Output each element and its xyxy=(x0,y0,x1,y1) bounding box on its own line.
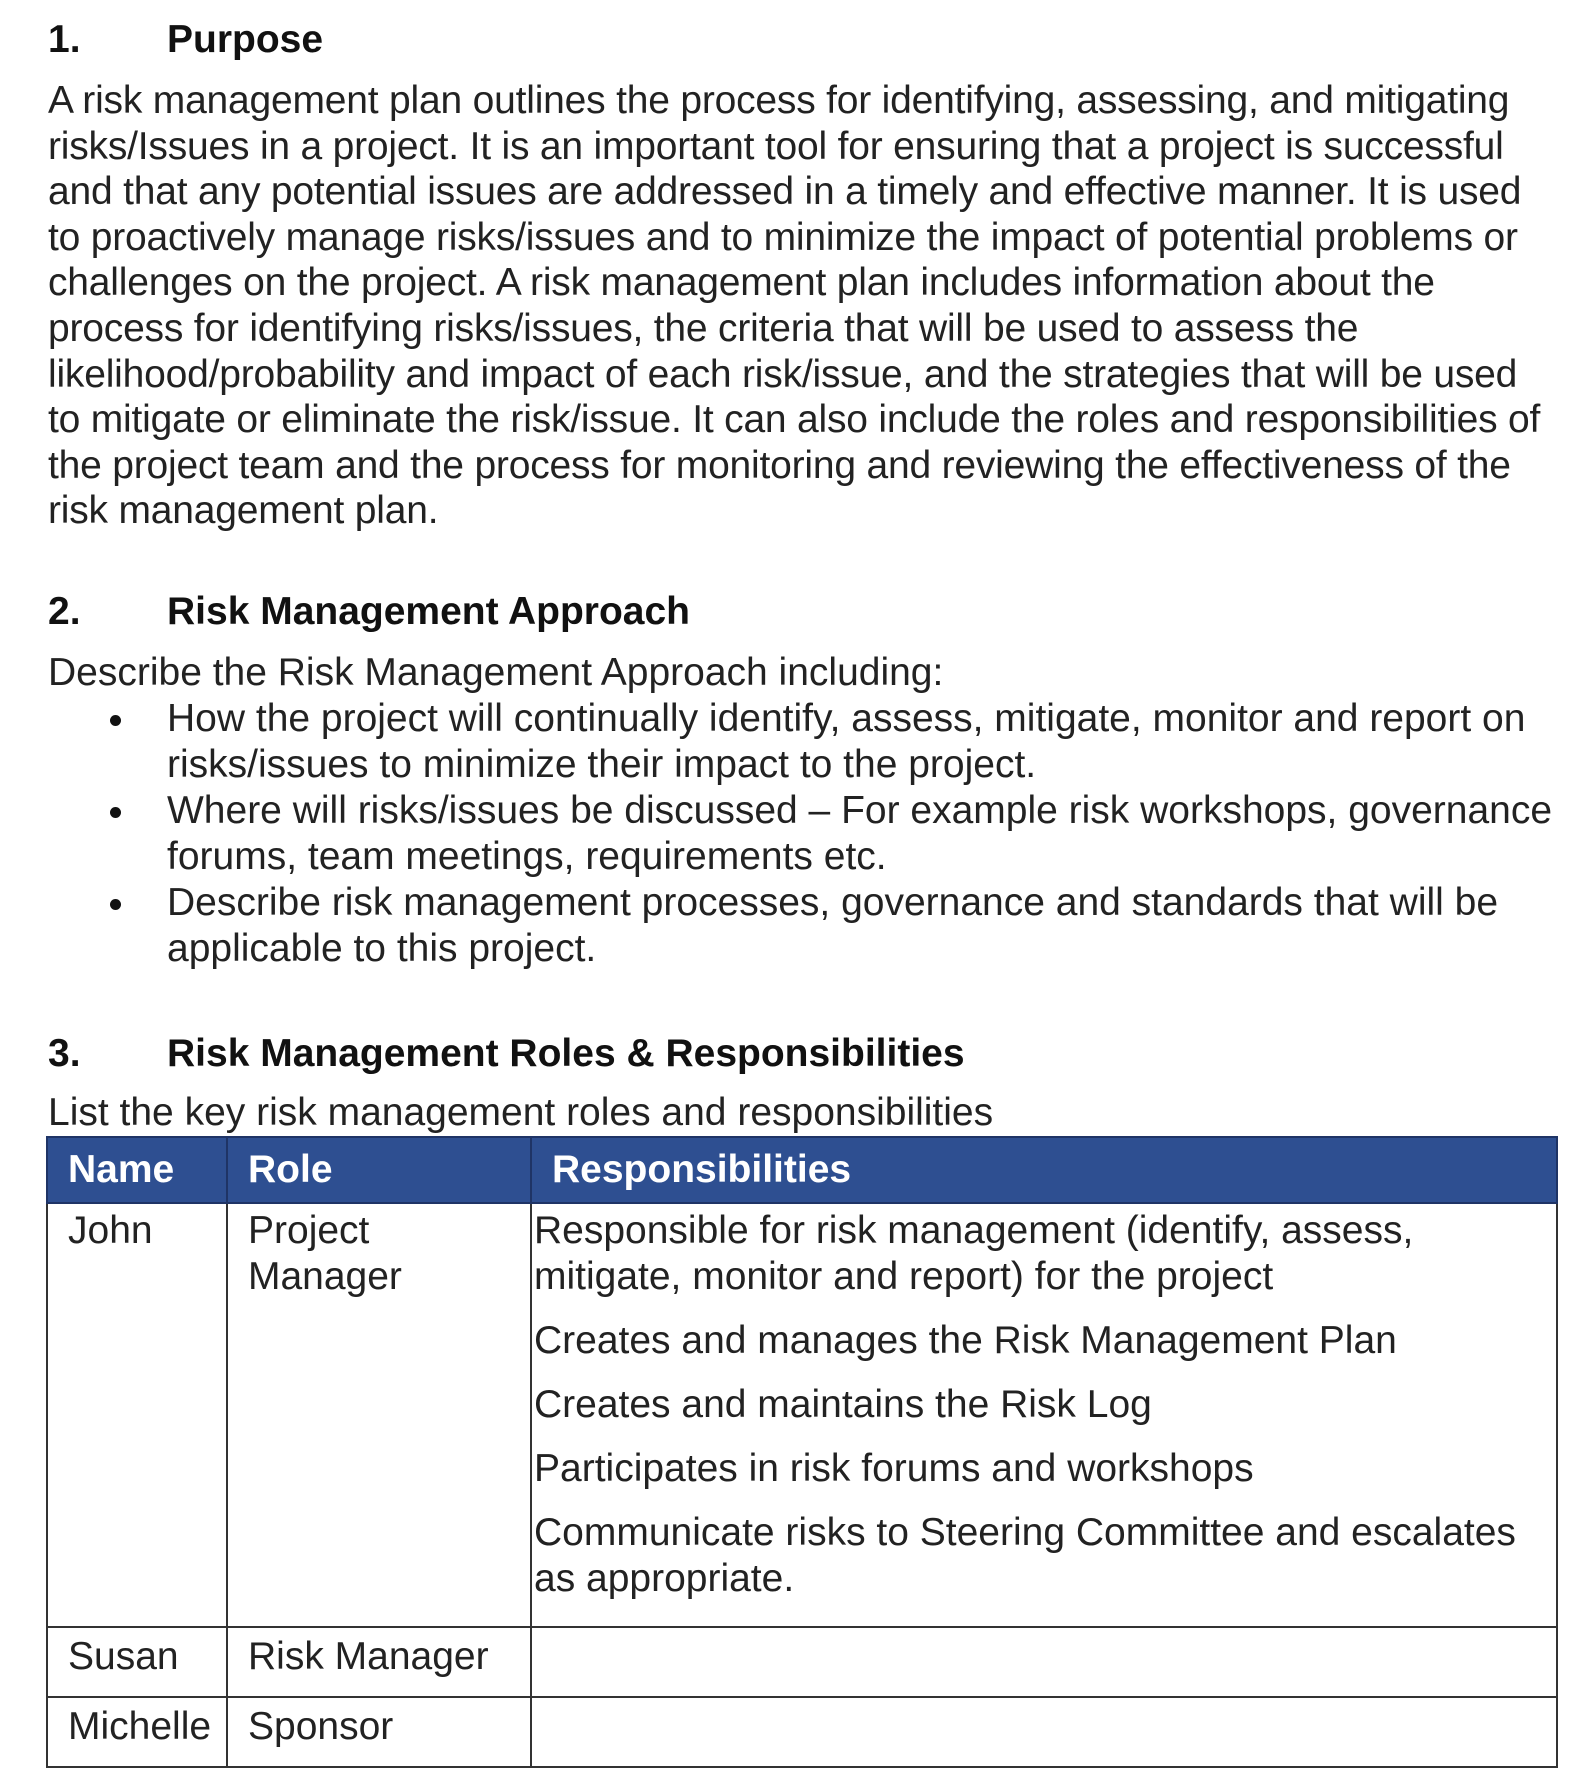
section-heading xyxy=(48,586,1548,638)
bullet-dot-icon xyxy=(110,899,121,910)
header-name: Name xyxy=(47,1137,227,1203)
responsibility-item: Participates in risk forums and workshops xyxy=(534,1446,1254,1490)
section-number: 3. xyxy=(48,1031,81,1075)
section-number: 2. xyxy=(48,589,81,633)
cell-responsibilities xyxy=(531,1697,1557,1767)
bullet-dot-icon xyxy=(110,715,121,726)
bullet-text: Where will risks/issues be discussed – For example risk workshops, governance forums, team meetings, requirements etc. xyxy=(167,788,1553,878)
cell-name: Susan xyxy=(47,1627,227,1697)
section-title: Purpose xyxy=(167,18,324,61)
bullet-item xyxy=(48,880,1567,972)
table-header-row xyxy=(47,1137,1557,1203)
table-row xyxy=(47,1203,1557,1627)
section-risk-management-approach xyxy=(48,586,1553,972)
responsibility-item: Communicate risks to Steering Committee and escalates as appropriate. xyxy=(534,1510,1516,1600)
bullet-text: Describe risk management processes, governance and standards that will be applicable to this project. xyxy=(167,880,1499,970)
section-roles-responsibilities xyxy=(48,1028,1548,1768)
responsibility-item: Responsible for risk management (identify, assess, mitigate, monitor and report) for the project xyxy=(534,1208,1414,1298)
cell-role: Sponsor xyxy=(227,1697,531,1767)
roles-table xyxy=(46,1136,1558,1768)
section-heading xyxy=(48,1028,1548,1080)
roles-intro: List the key risk management roles and responsibilities xyxy=(48,1090,994,1134)
section-purpose xyxy=(48,14,1548,534)
cell-responsibilities xyxy=(531,1203,1557,1627)
section-title: Risk Management Approach xyxy=(167,589,690,633)
cell-responsibilities xyxy=(531,1627,1557,1697)
bullet-item xyxy=(48,788,1567,880)
header-responsibilities: Responsibilities xyxy=(531,1137,1557,1203)
bullet-item xyxy=(48,696,1567,788)
cell-name: Michelle xyxy=(47,1697,227,1767)
section-title: Risk Management Roles & Responsibilities xyxy=(167,1031,965,1075)
section-number: 1. xyxy=(48,18,81,61)
approach-intro: Describe the Risk Management Approach including: xyxy=(48,650,944,694)
bullet-dot-icon xyxy=(110,807,121,818)
cell-name: John xyxy=(47,1203,227,1627)
responsibility-item: Creates and maintains the Risk Log xyxy=(534,1382,1152,1426)
table-row xyxy=(47,1697,1557,1767)
cell-role: Risk Manager xyxy=(227,1627,531,1697)
table-row xyxy=(47,1627,1557,1697)
document-page xyxy=(48,14,1553,1768)
purpose-paragraph: A risk management plan outlines the process for identifying, assessing, and mitigating risks/Issues in a project. It is an important tool for ensuring that a project is successful and that any potential issues are addressed in a timely and effective manner. It is used to proactively manage risks/issues and to minimize the impact of potential problems or challenges on the project. A risk management plan includes information about the process for identifying risks/issues, the criteria that will be used to assess the likelihood/probability and impact of each risk/issue, and the strategies that will be used to mitigate or eliminate the risk/issue. It can also include the roles and responsibilities of the project team and the process for monitoring and reviewing the effectiveness of the risk management plan. xyxy=(48,79,1541,533)
header-role: Role xyxy=(227,1137,531,1203)
cell-role: Project Manager xyxy=(227,1203,531,1627)
bullet-text: How the project will continually identify, assess, mitigate, monitor and report on risks/issues to minimize their impact to the project. xyxy=(167,696,1526,786)
section-heading xyxy=(48,14,1548,66)
approach-bullet-list xyxy=(48,696,1553,972)
responsibility-item: Creates and manages the Risk Management Plan xyxy=(534,1318,1397,1362)
